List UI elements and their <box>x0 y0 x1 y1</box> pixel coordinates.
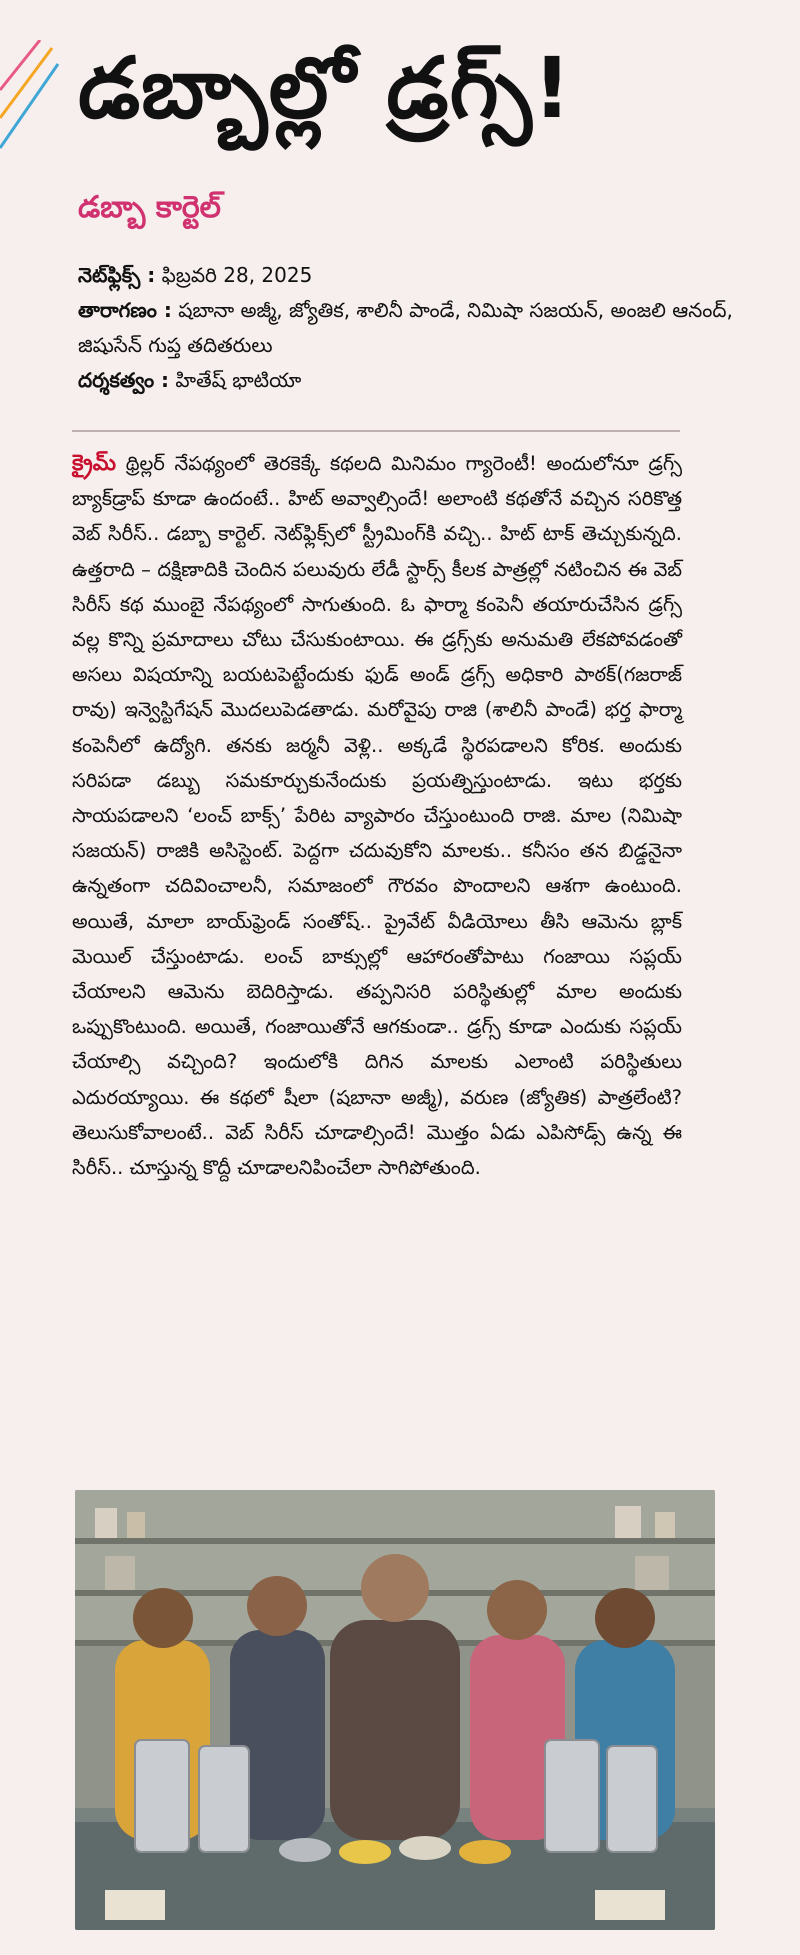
cast-line <box>78 293 768 363</box>
decorative-stripes <box>0 40 60 160</box>
promo-photo <box>75 1490 715 1930</box>
cast-label: తారాగణం : <box>78 298 172 322</box>
lead-word: క్రైమ్ <box>72 451 117 476</box>
director-line <box>78 363 768 398</box>
platform-label: నెట్‌ఫ్లిక్స్ : <box>78 263 156 287</box>
director-value: హితేష్ భాటియా <box>175 368 302 392</box>
platform-line <box>78 258 768 293</box>
cast-value: షబానా అజ్మీ, జ్యోతిక, శాలినీ పాండే, నిమిషా సజయన్, అంజలి ఆనంద్, జిషుసేన్ గుప్త తదితరులు <box>78 298 733 357</box>
headline: డబ్బాల్లో డ్రగ్స్! <box>78 39 573 137</box>
director-label: దర్శకత్వం : <box>78 368 170 392</box>
body-text: థ్రిల్లర్ నేపథ్యంలో తెరకెక్కే కథలది మినిమం గ్యారెంటీ! అందులోనూ డ్రగ్స్ బ్యాక్‌డ్రాప్ కూడా ఉందంటే.. హిట్ అవ్వాల్సిందే! అలాంటి కథతోనే వచ్చిన సరికొత్త వెబ్ సిరీస్.. డబ్బా కార్టెల్. నెట్‌ఫ్లిక్స్‌లో స్ట్రీమింగ్‌కి వచ్చి.. హిట్ టాక్ తెచ్చుకున్నది. ఉత్తరాది – దక్షిణాదికి చెందిన పలువురు లేడీ స్టార్స్ కీలక పాత్రల్లో నటించిన ఈ వెబ్ సిరీస్ కథ ముంబై నేపథ్యంలో సాగుతుంది. ఓ ఫార్మా కంపెనీ తయారుచేసిన డ్రగ్స్ వల్ల కొన్ని ప్రమాదాలు చోటు చేసుకుంటాయి. ఈ డ్రగ్స్‌కు అనుమతి లేకపోవడంతో అసలు విషయాన్ని బయటపెట్టేందుకు ఫుడ్ అండ్ డ్రగ్స్ అధికారి పాఠక్(గజరాజ్ రావు) ఇన్వెస్టిగేషన్ మొదలుపెడతాడు. మరోవైపు రాజి (శాలినీ పాండే) భర్త ఫార్మా కంపెనీలో ఉద్యోగి. తనకు జర్మనీ వెళ్లి.. అక్కడే స్థిరపడాలని కోరిక. అందుకు సరిపడా డబ్బు సమకూర్చుకునేందుకు ప్రయత్నిస్తుంటాడు. ఇటు భర్తకు సాయపడాలని ‘లంచ్ బాక్స్’ పేరిట వ్యాపారం చేస్తుంటుంది రాజి. మాల (నిమిషా సజయన్) రాజికి అసిస్టెంట్. పెద్దగా చదువుకోని మాలకు.. కనీసం తన బిడ్డనైనా ఉన్నతంగా చదివించాలనీ, సమాజంలో గౌరవం పొందాలని ఆశగా ఉంటుంది. అయితే, మాలా బాయ్‌ఫ్రెండ్ సంతోష్.. ప్రైవేట్ వీడియోలు తీసి ఆమెను బ్లాక్ మెయిల్ చేస్తుంటాడు. లంచ్ బాక్సుల్లో ఆహారంతోపాటు గంజాయి సప్లయ్ చేయాలని ఆమెను బెదిరిస్తాడు. తప్పనిసరి పరిస్థితుల్లో మాల అందుకు ఒప్పుకొంటుంది. అయితే, గంజాయితోనే ఆగకుండా.. డ్రగ్స్ కూడా ఎందుకు సప్లయ్ చేయాల్సి వచ్చింది? ఇందులోకి దిగిన మాలకు ఎలాంటి పరిస్థితులు ఎదురయ్యాయి. ఈ కథలో షీలా (షబానా అజ్మీ), వరుణ (జ్యోతిక) పాత్రలేంటి? తెలుసుకోవాలంటే.. వెబ్ సిరీస్ చూడాల్సిందే! మొత్తం ఏడు ఎపిసోడ్స్ ఉన్న ఈ సిరీస్.. చూస్తున్న కొద్దీ చూడాలనిపించేలా సాగిపోతుంది. <box>72 452 682 1180</box>
divider <box>72 430 680 432</box>
series-name: డబ్బా కార్టెల్ <box>78 190 221 225</box>
platform-value: ఫిబ్రవరి 28, 2025 <box>161 263 313 287</box>
credits-block <box>78 258 768 398</box>
promo-photo-illustration <box>75 1490 715 1930</box>
article-body <box>72 446 682 1185</box>
